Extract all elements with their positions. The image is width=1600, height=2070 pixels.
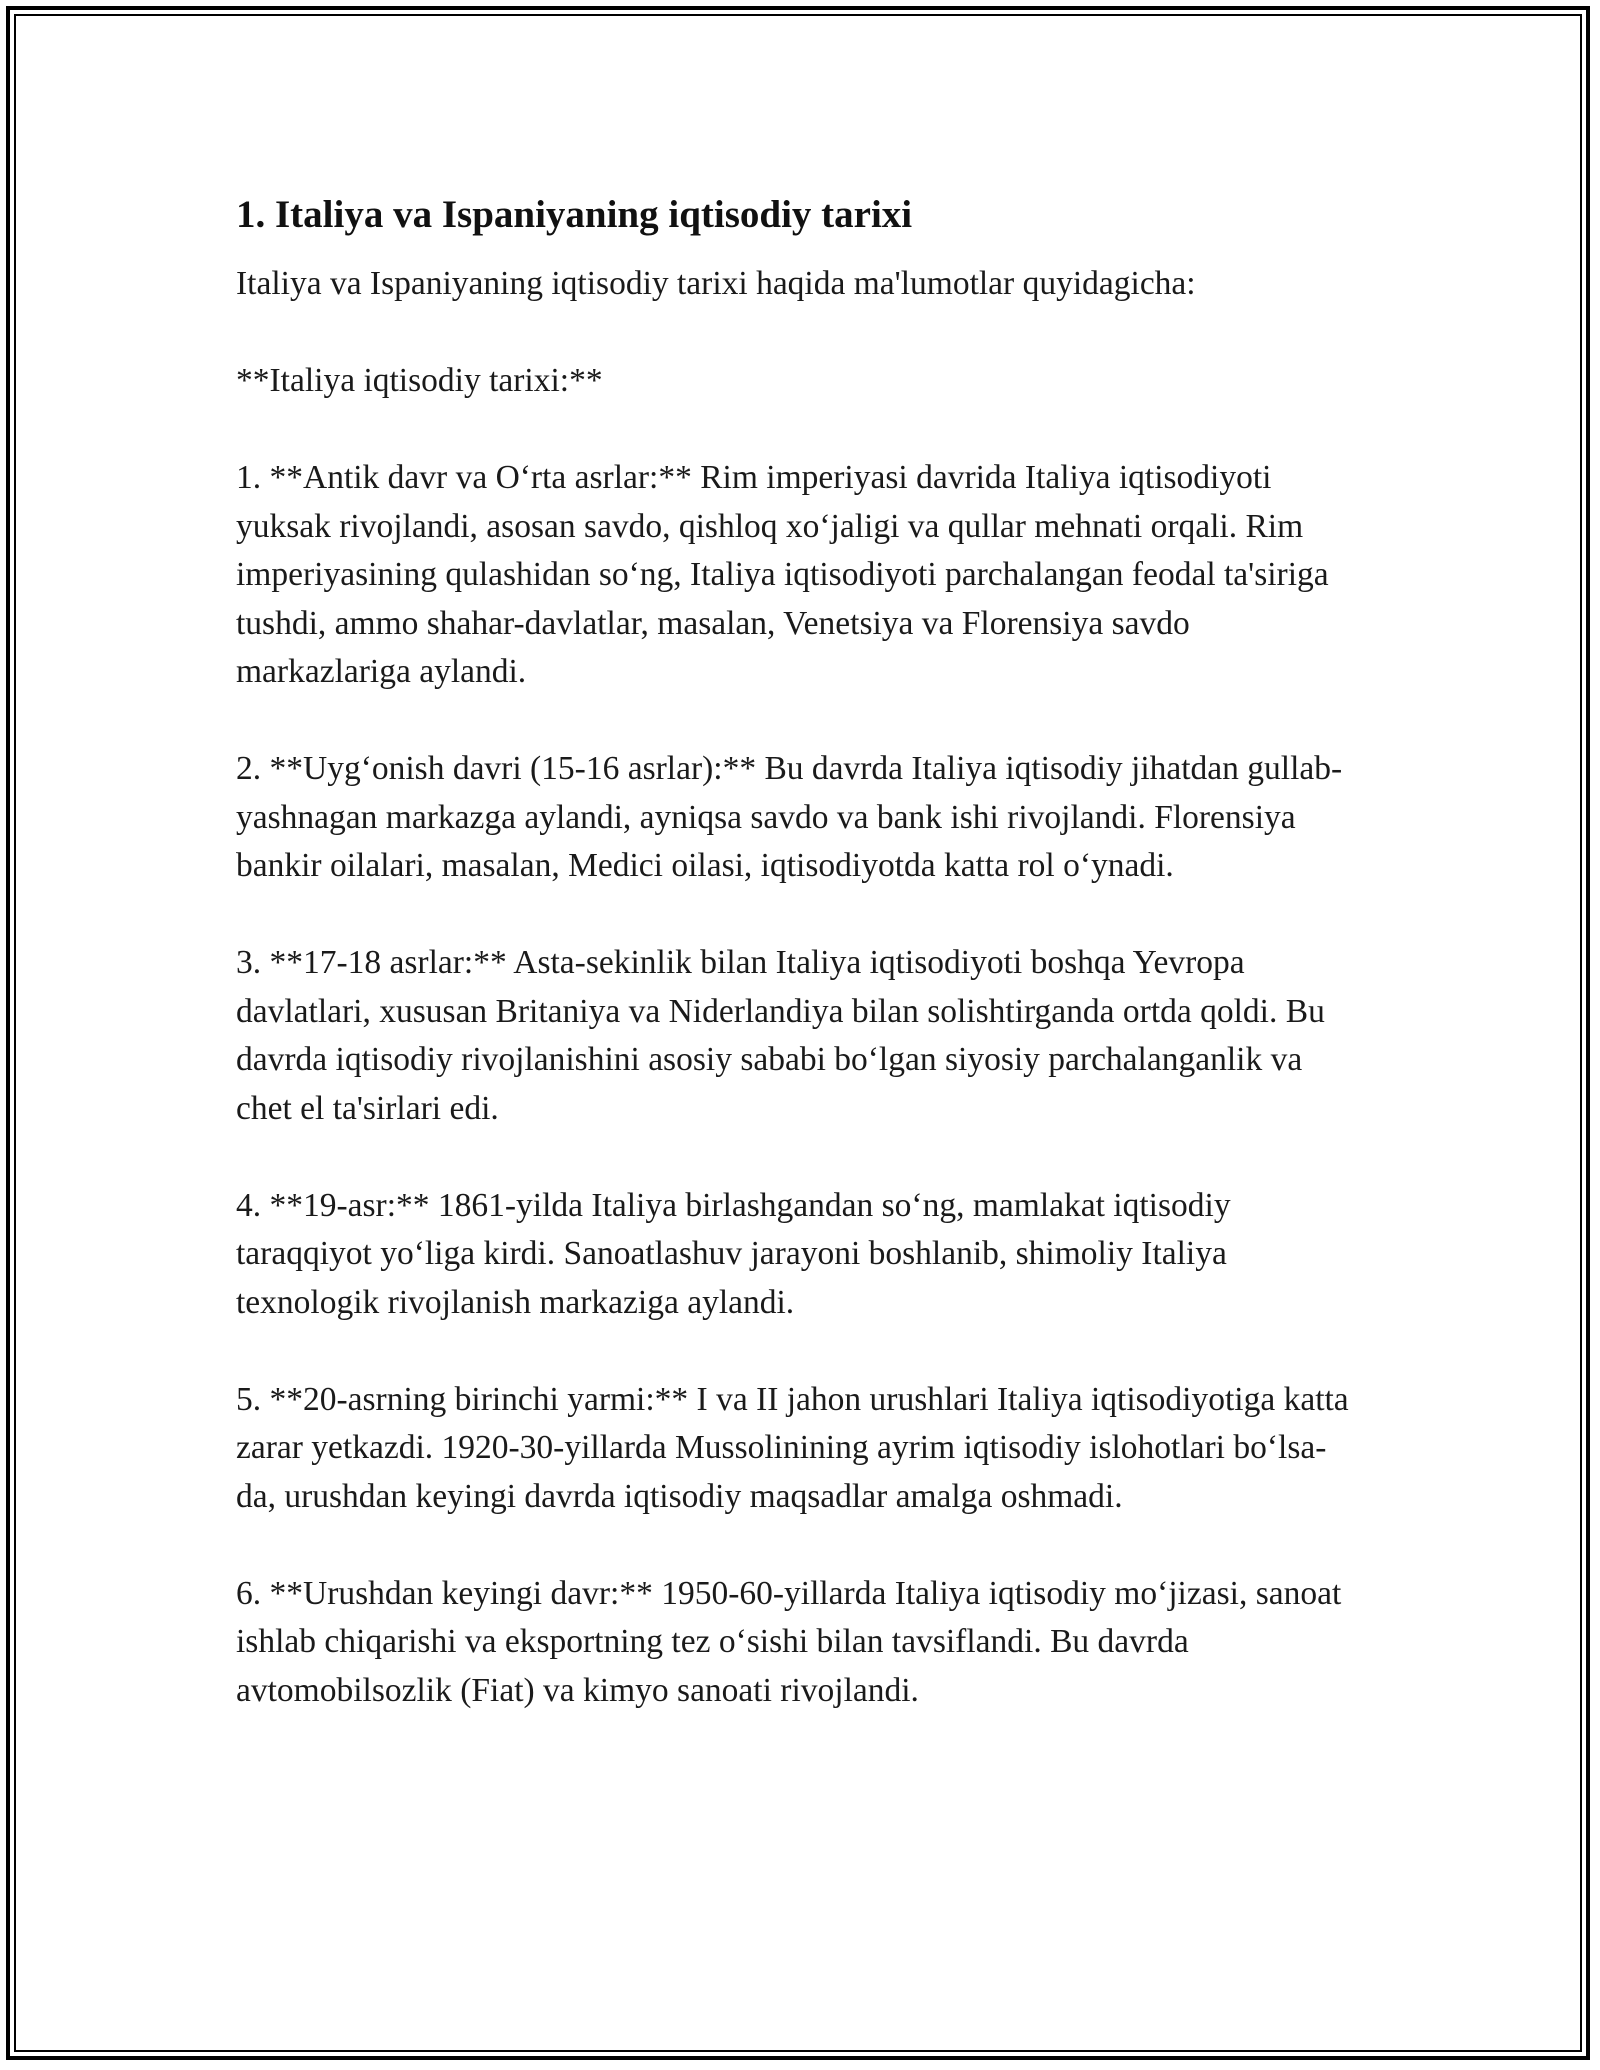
intro-paragraph: Italiya va Ispaniyaning iqtisodiy tarixi haqida ma'lumotlar quyidagicha: xyxy=(236,265,1196,302)
document-title: 1. Italiya va Ispaniyaning iqtisodiy tarixi xyxy=(236,193,913,236)
list-item-20-asr: 5. **20-asrning birinchi yarmi:** I va II jahon urushlari Italiya iqtisodiyotiga katta zarar yetkazdi. 1920-30-yillarda Mussolinining ayrim iqtisodiy islohotlari bo‘lsa-da, urushdan keyingi davrda iqtisodiy maqsadlar amalga oshmadi. xyxy=(236,1380,1349,1515)
list-item-antik-davr: 1. **Antik davr va O‘rta asrlar:** Rim imperiyasi davrida Italiya iqtisodiyoti yuksak rivojlandi, asosan savdo, qishloq xo‘jaligi va qullar mehnati orqali. Rim imperiyasining qulashidan so‘ng, Italiya iqtisodiyoti parchalangan feodal ta'siriga tushdi, ammo shahar-davlatlar, masalan, Venetsiya va Florensiya savdo markazlariga aylandi. xyxy=(236,459,1329,690)
list-item-urushdan-keyingi: 6. **Urushdan keyingi davr:** 1950-60-yillarda Italiya iqtisodiy mo‘jizasi, sanoat ishlab chiqarishi va eksportning tez o‘sishi bilan tavsiflandi. Bu davrda avtomobilsozlik (Fiat) va kimyo sanoati rivojlandi. xyxy=(236,1574,1342,1709)
list-item-17-18-asrlar: 3. **17-18 asrlar:** Asta-sekinlik bilan Italiya iqtisodiyoti boshqa Yevropa davlatlari, xususan Britaniya va Niderlandiya bilan solishtirganda ortda qoldi. Bu davrda iqtisodiy rivojlanishini asosiy sababi bo‘lgan siyosiy parchalanganlik va chet el ta'sirlari edi. xyxy=(236,944,1325,1127)
document-body xyxy=(236,186,1356,1764)
section-heading: **Italiya iqtisodiy tarixi:** xyxy=(236,362,603,399)
list-item-uygonish-davri: 2. **Uyg‘onish davri (15-16 asrlar):** Bu davrda Italiya iqtisodiy jihatdan gullab-yashnagan markazga aylandi, ayniqsa savdo va bank ishi rivojlandi. Florensiya bankir oilalari, masalan, Medici oilasi, iqtisodiyotda katta rol o‘ynadi. xyxy=(236,750,1343,884)
list-item-19-asr: 4. **19-asr:** 1861-yilda Italiya birlashgandan so‘ng, mamlakat iqtisodiy taraqqiyot yo‘liga kirdi. Sanoatlashuv jarayoni boshlanib, shimoliy Italiya texnologik rivojlanish markaziga aylandi. xyxy=(236,1186,1231,1321)
